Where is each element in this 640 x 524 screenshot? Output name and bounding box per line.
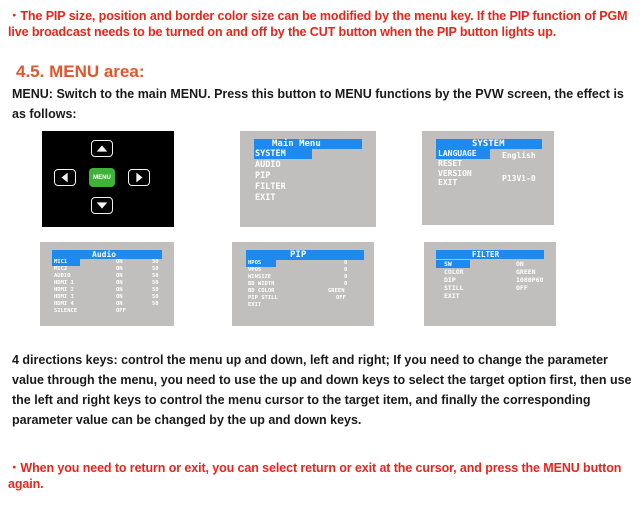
triangle-up-icon xyxy=(92,141,112,156)
down-key[interactable] xyxy=(91,197,113,214)
audio-level: 50 xyxy=(152,280,159,286)
pip-screen xyxy=(232,242,374,326)
menu-item[interactable]: LANGUAGE xyxy=(438,149,477,158)
screen-title: Audio xyxy=(92,250,117,259)
menu-item[interactable]: EXIT xyxy=(255,193,276,203)
menu-item[interactable]: RESET xyxy=(438,159,463,168)
menu-item[interactable]: VERSION xyxy=(438,169,472,178)
audio-state: ON xyxy=(116,287,123,293)
menu-value: P13V1-0 xyxy=(502,174,536,183)
menu-item[interactable]: HPOS xyxy=(248,260,262,266)
menu-item[interactable]: HDMI 1 xyxy=(54,280,74,286)
menu-item[interactable]: HDMI 3 xyxy=(54,294,74,300)
menu-item[interactable]: HDMI 4 xyxy=(54,301,74,307)
menu-value: OFF xyxy=(516,284,528,292)
menu-item[interactable]: DIP xyxy=(444,276,456,284)
menu-item[interactable]: EXIT xyxy=(444,292,460,300)
menu-item[interactable]: EXIT xyxy=(248,302,262,308)
menu-value: 0 xyxy=(344,274,348,280)
menu-item[interactable]: VPOS xyxy=(248,267,262,273)
menu-item[interactable]: WINSIZE xyxy=(248,274,272,280)
menu-key[interactable]: MENU xyxy=(89,168,115,187)
menu-item[interactable]: BD COLOR xyxy=(248,288,275,294)
menu-value: 1080P60 xyxy=(516,276,544,284)
audio-level: 50 xyxy=(152,301,159,307)
menu-item[interactable]: SYSTEM xyxy=(255,149,286,159)
menu-item[interactable]: SILENCE xyxy=(54,308,78,314)
audio-state: ON xyxy=(116,280,123,286)
screen-title: FILTER xyxy=(472,250,500,259)
menu-value: GREEN xyxy=(328,288,345,294)
triangle-right-icon xyxy=(129,170,149,185)
audio-state: ON xyxy=(116,259,123,265)
menu-value: 0 xyxy=(344,260,348,266)
up-key[interactable] xyxy=(91,140,113,157)
menu-value: GREEN xyxy=(516,268,536,276)
menu-value: 0 xyxy=(344,267,348,273)
menu-value: ON xyxy=(516,260,524,268)
menu-item[interactable]: MIC2 xyxy=(54,266,68,272)
filter-screen xyxy=(424,242,556,326)
triangle-down-icon xyxy=(92,198,112,213)
directions-description: 4 directions keys: control the menu up and down, left and right; If you need to change the parameter value through the menu, you need to use the up and down keys to select the target option first, then use the left and right keys to control the menu cursor to the target item, and finally the corresponding parameter value can be changed by the up and down keys. xyxy=(12,353,632,427)
audio-level: 50 xyxy=(152,266,159,272)
menu-item[interactable]: PIP xyxy=(255,171,271,181)
triangle-left-icon xyxy=(55,170,75,185)
screen-title: PIP xyxy=(290,250,307,260)
menu-value: 0 xyxy=(344,281,348,287)
audio-level: 50 xyxy=(152,273,159,279)
menu-item[interactable]: COLOR xyxy=(444,268,464,276)
menu-description: MENU: Switch to the main MENU. Press this button to MENU functions by the PVW screen, the effect is as follows: xyxy=(12,87,624,121)
menu-item[interactable]: AUDIO xyxy=(54,273,71,279)
menu-item[interactable]: FILTER xyxy=(255,182,286,192)
audio-level: 50 xyxy=(152,287,159,293)
audio-state: ON xyxy=(116,266,123,272)
audio-state: ON xyxy=(116,273,123,279)
selected-item-highlight xyxy=(436,260,470,268)
menu-item[interactable]: STILL xyxy=(444,284,464,292)
audio-state: ON xyxy=(116,301,123,307)
screen-title: Main Menu xyxy=(272,139,321,149)
audio-level: 50 xyxy=(152,259,159,265)
menu-item[interactable]: PIP STILL xyxy=(248,295,278,301)
audio-state: OFF xyxy=(116,308,126,314)
menu-item[interactable]: SW xyxy=(444,260,452,268)
menu-value: English xyxy=(502,151,536,160)
menu-item[interactable]: HDMI 2 xyxy=(54,287,74,293)
menu-item[interactable]: AUDIO xyxy=(255,160,281,170)
menu-item[interactable]: MIC1 xyxy=(54,259,68,265)
left-key[interactable] xyxy=(54,169,76,186)
menu-item[interactable]: BD WIDTH xyxy=(248,281,275,287)
audio-state: ON xyxy=(116,294,123,300)
main-menu-screen xyxy=(240,131,376,227)
system-screen xyxy=(422,131,554,225)
right-key[interactable] xyxy=(128,169,150,186)
audio-screen xyxy=(40,242,174,326)
pip-note: ・The PIP size, position and border color size can be modified by the menu key. If the PIP function of PGM live broadcast needs to be turned on and off by the CUT button when the PIP button lights up. xyxy=(8,9,628,39)
screen-title: SYSTEM xyxy=(472,139,505,149)
menu-keypad xyxy=(42,131,174,227)
return-exit-note: ・When you need to return or exit, you can select return or exit at the cursor, and press the MENU button again. xyxy=(8,461,622,491)
section-heading: 4.5. MENU area: xyxy=(16,62,145,81)
menu-item[interactable]: EXIT xyxy=(438,178,458,187)
menu-value: OFF xyxy=(336,295,346,301)
audio-level: 50 xyxy=(152,294,159,300)
